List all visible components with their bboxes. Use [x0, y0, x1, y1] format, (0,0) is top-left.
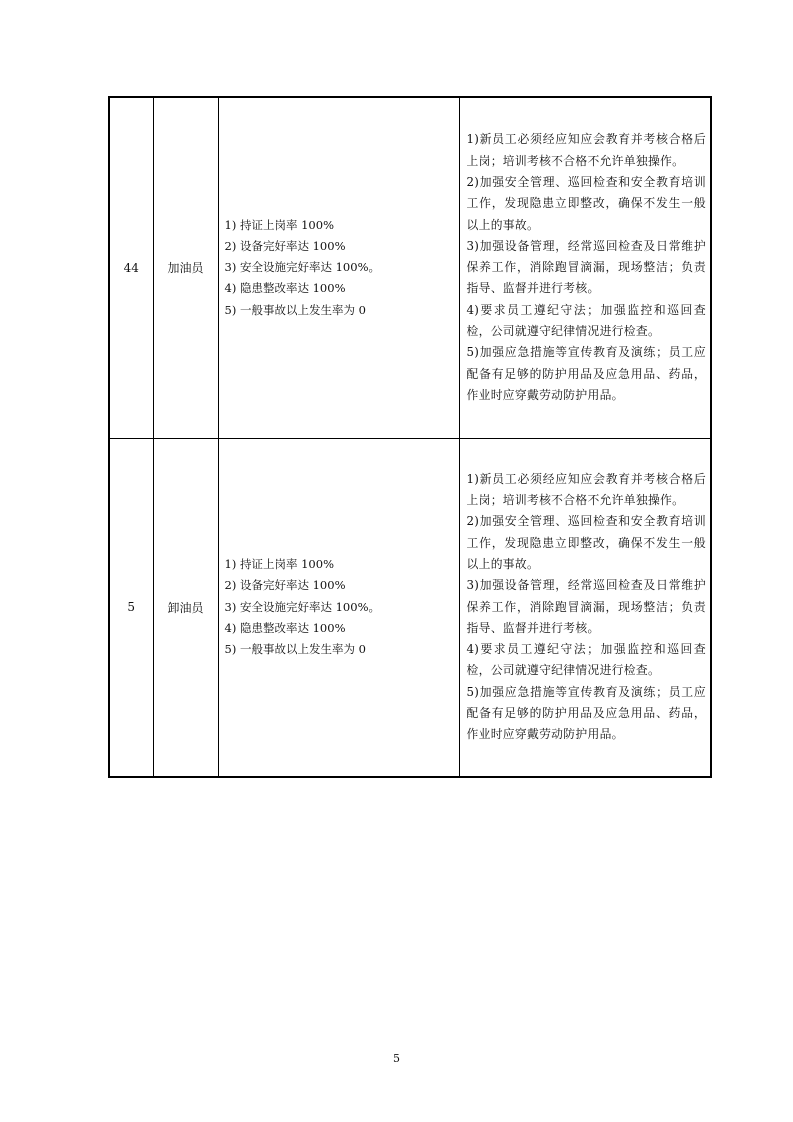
measure-item: 5)加强应急措施等宣传教育及演练；员工应配备有足够的防护用品及应急用品、药品，作业时应穿戴劳动防护用品。	[466, 684, 706, 742]
target-item: 2) 设备完好率达 100%	[224, 578, 346, 593]
row-number: 44	[109, 97, 153, 438]
table-row	[109, 97, 711, 438]
page-number: 5	[393, 1052, 400, 1065]
safety-measures	[459, 438, 711, 777]
measure-item: 1)新员工必须经应知应会教育并考核合格后上岗；培训考核不合格不允许单独操作。	[466, 132, 706, 168]
target-item: 4) 隐患整改率达 100%	[224, 620, 346, 635]
position-name: 加油员	[153, 97, 218, 438]
target-item: 5) 一般事故以上发生率为 0	[224, 302, 366, 317]
target-item: 3) 安全设施完好率达 100%。	[224, 599, 380, 614]
target-item: 1) 持证上岗率 100%	[224, 557, 334, 571]
measure-item: 5)加强应急措施等宣传教育及演练；员工应配备有足够的防护用品及应急用品、药品，作业时应穿戴劳动防护用品。	[466, 345, 706, 402]
table-row	[109, 438, 711, 777]
safety-measures	[459, 97, 711, 438]
measure-item: 3)加强设备管理，经常巡回检查及日常维护保养工作，消除跑冒滴漏，现场整洁；负责指导、监督并进行考核。	[466, 578, 706, 635]
safety-targets	[218, 97, 459, 438]
measure-item: 3)加强设备管理，经常巡回检查及日常维护保养工作，消除跑冒滴漏，现场整洁；负责指导、监督并进行考核。	[466, 238, 706, 296]
measure-item: 4)要求员工遵纪守法；加强监控和巡回查检，公司就遵守纪律情况进行检查。	[466, 302, 706, 338]
measure-item: 1)新员工必须经应知应会教育并考核合格后上岗；培训考核不合格不允许单独操作。	[466, 471, 706, 508]
position-name: 卸油员	[153, 438, 218, 777]
measure-item: 4)要求员工遵纪守法；加强监控和巡回查检，公司就遵守纪律情况进行检查。	[466, 642, 706, 678]
measure-item: 2)加强安全管理、巡回检查和安全教育培训工作，发现隐患立即整改，确保不发生一般以上的事故。	[466, 174, 706, 232]
measure-item: 2)加强安全管理、巡回检查和安全教育培训工作，发现隐患立即整改，确保不发生一般以上的事故。	[466, 514, 706, 571]
responsibility-table	[108, 96, 712, 778]
row-number: 5	[109, 438, 153, 777]
target-item: 2) 设备完好率达 100%	[224, 238, 346, 253]
target-item: 1) 持证上岗率 100%	[224, 217, 334, 232]
target-item: 5) 一般事故以上发生率为 0	[224, 642, 366, 657]
target-item: 4) 隐患整改率达 100%	[224, 281, 346, 296]
target-item: 3) 安全设施完好率达 100%。	[224, 260, 380, 275]
safety-targets	[218, 438, 459, 777]
